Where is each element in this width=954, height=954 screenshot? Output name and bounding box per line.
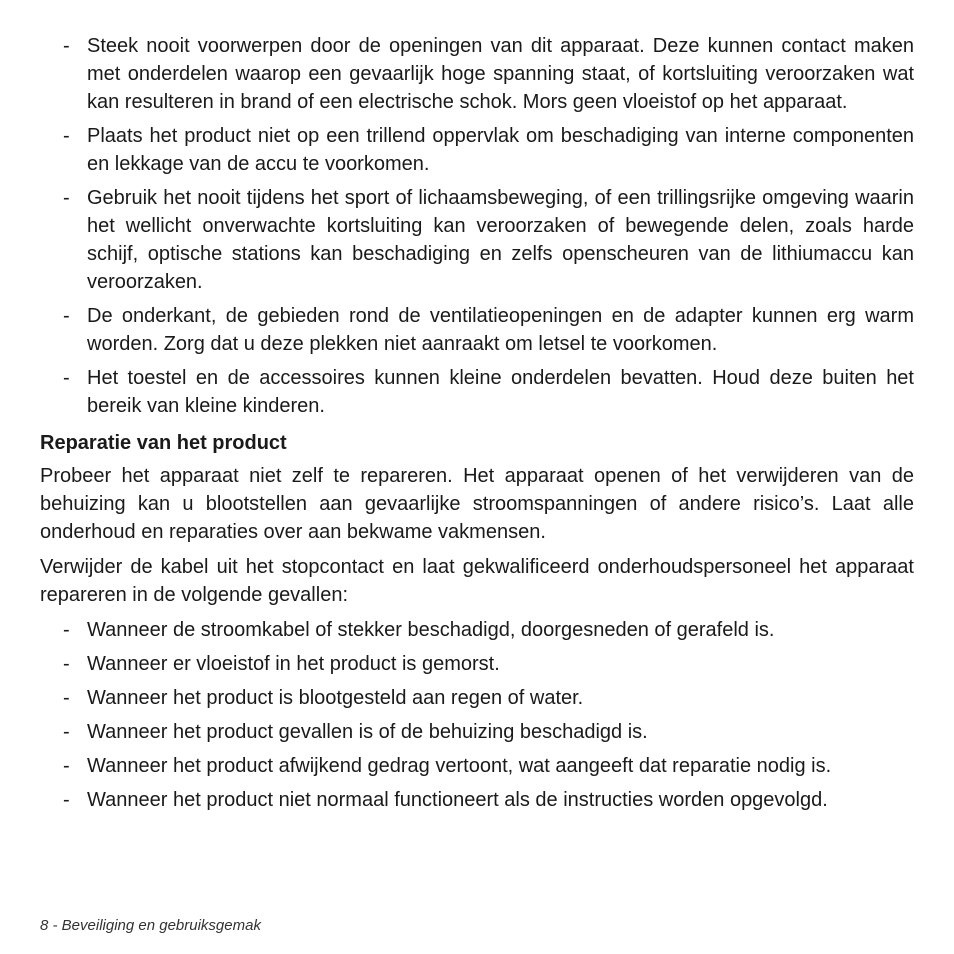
list-item: - Wanneer het product is blootgesteld aan regen of water.	[40, 684, 914, 712]
list-item: - Wanneer het product gevallen is of de behuizing beschadigd is.	[40, 718, 914, 746]
list-item: - Wanneer het product niet normaal functioneert als de instructies worden opgevolgd.	[40, 786, 914, 814]
list-item: - Wanneer de stroomkabel of stekker beschadigd, doorgesneden of gerafeld is.	[40, 616, 914, 644]
list-item: - Plaats het product niet op een trillend oppervlak om beschadiging van interne componenten en lekkage van de accu te voorkomen.	[40, 122, 914, 178]
list-item: - Het toestel en de accessoires kunnen kleine onderdelen bevatten. Houd deze buiten het bereik van kleine kinderen.	[40, 364, 914, 420]
page-content	[40, 32, 914, 820]
safety-list	[40, 32, 914, 420]
list-item: - Steek nooit voorwerpen door de openingen van dit apparaat. Deze kunnen contact maken met onderdelen waarop een gevaarlijk hoge spanning staat, of kortsluiting veroorzaken wat kan resulteren in brand of een electrische schok. Mors geen vloeistof op het apparaat.	[40, 32, 914, 116]
list-item: - Wanneer er vloeistof in het product is gemorst.	[40, 650, 914, 678]
repair-paragraph-2: Verwijder de kabel uit het stopcontact en laat gekwalificeerd onderhoudspersoneel het apparaat repareren in de volgende gevallen:	[40, 556, 914, 606]
list-item: - Wanneer het product afwijkend gedrag vertoont, wat aangeeft dat reparatie nodig is.	[40, 752, 914, 780]
list-item: - Gebruik het nooit tijdens het sport of lichaamsbeweging, of een trillingsrijke omgeving waarin het wellicht onverwachte kortsluiting kan veroorzaken of bewegende delen, zoals harde schijf, optische stations kan beschadiging en zelfs openscheuren van de lithiumaccu kan veroorzaken.	[40, 184, 914, 296]
section-heading: Reparatie van het product	[40, 432, 287, 454]
repair-cases-list	[40, 616, 914, 814]
repair-paragraph-1: Probeer het apparaat niet zelf te repareren. Het apparaat openen of het verwijderen van de behuizing kan u blootstellen aan gevaarlijke stroomspanningen of andere risico’s. Laat alle onderhoud en reparaties over aan bekwame vakmensen.	[40, 465, 914, 543]
page-footer: 8 - Beveiliging en gebruiksgemak	[40, 917, 261, 934]
list-item: - De onderkant, de gebieden rond de ventilatieopeningen en de adapter kunnen erg warm worden. Zorg dat u deze plekken niet aanraakt om letsel te voorkomen.	[40, 302, 914, 358]
